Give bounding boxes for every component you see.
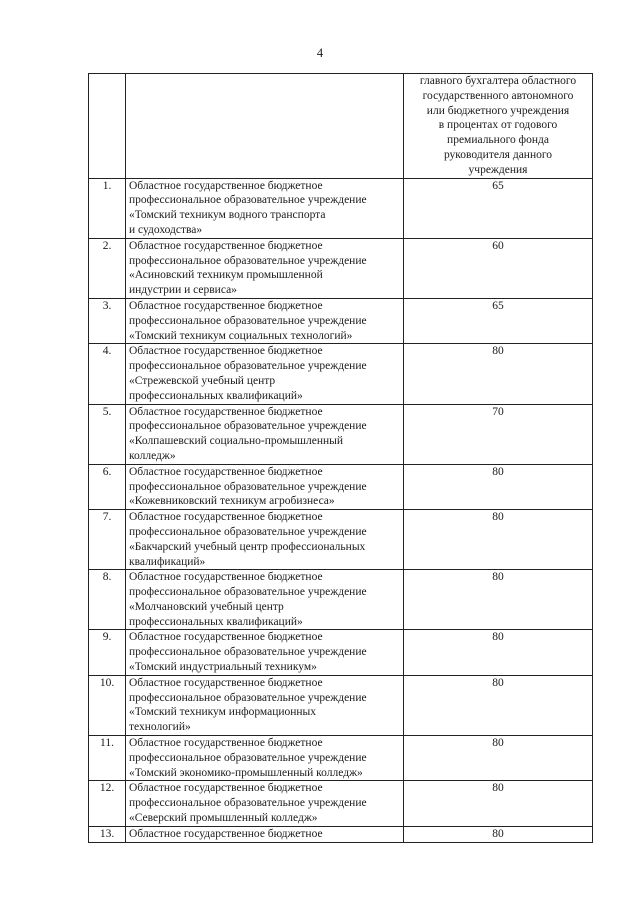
- institution-name-line: «Стрежевской учебный центр: [129, 374, 276, 387]
- institution-name-line: профессиональное образовательное учреждение: [129, 646, 367, 659]
- table-row: [89, 464, 593, 509]
- header-line: главного бухгалтера областного: [419, 75, 577, 87]
- row-number: 11.: [89, 736, 126, 781]
- institution-name-line: профессиональное образовательное учреждение: [129, 254, 367, 267]
- institution-name-line: Областное государственное бюджетное: [129, 179, 323, 192]
- institution-name-line: «Томский техникум водного транспорта: [129, 209, 326, 222]
- institution-name: [126, 238, 404, 298]
- percentage-value: 65: [404, 298, 593, 343]
- header-num-cell: [89, 74, 126, 179]
- institution-name-line: Областное государственное бюджетное: [129, 345, 323, 358]
- header-line: или бюджетного учреждения: [426, 104, 570, 117]
- institution-name-line: профессиональное образовательное учреждение: [129, 360, 367, 373]
- table-header-row: [89, 74, 593, 179]
- institution-name-line: профессиональное образовательное учреждение: [129, 420, 367, 433]
- institution-name-line: профессиональных квалификаций»: [129, 615, 303, 628]
- row-number: 4.: [89, 344, 126, 404]
- row-number: 3.: [89, 298, 126, 343]
- institution-name-line: «Томский техникум социальных технологий»: [129, 329, 353, 342]
- institution-name-line: колледж»: [129, 449, 176, 462]
- institution-name: [126, 344, 404, 404]
- percentage-value: 80: [404, 630, 593, 675]
- institution-name-line: Областное государственное бюджетное: [129, 299, 323, 312]
- institution-name: [126, 510, 404, 570]
- institution-name-line: квалификаций»: [129, 555, 206, 568]
- header-line: государственного автономного: [422, 89, 574, 102]
- institution-name: [126, 781, 404, 826]
- percentage-value: 80: [404, 344, 593, 404]
- row-number: 13.: [89, 826, 126, 842]
- table-row: [89, 404, 593, 464]
- institution-name-line: профессиональное образовательное учреждение: [129, 480, 367, 493]
- institution-name-line: Областное государственное бюджетное: [129, 827, 323, 840]
- table-row: [89, 675, 593, 735]
- institution-name-line: «Колпашевский социально-промышленный: [129, 435, 344, 448]
- institution-name-line: Областное государственное бюджетное: [129, 465, 323, 478]
- table-row: [89, 178, 593, 238]
- institution-name: [126, 675, 404, 735]
- percentage-value: 80: [404, 464, 593, 509]
- row-number: 12.: [89, 781, 126, 826]
- institution-name-line: профессиональное образовательное учреждение: [129, 586, 367, 599]
- institution-name: [126, 464, 404, 509]
- percentage-value: 80: [404, 826, 593, 842]
- institutions-table: [88, 73, 593, 843]
- institution-name: [126, 298, 404, 343]
- percentage-value: 80: [404, 570, 593, 630]
- table-body: [89, 74, 593, 843]
- header-line: в процентах от годового: [438, 119, 558, 132]
- row-number: 10.: [89, 675, 126, 735]
- institution-name-line: Областное государственное бюджетное: [129, 631, 323, 644]
- percentage-value: 80: [404, 736, 593, 781]
- page-number: 4: [316, 46, 324, 60]
- percentage-value: 70: [404, 404, 593, 464]
- row-number: 9.: [89, 630, 126, 675]
- table-row: [89, 510, 593, 570]
- header-line: премиального фонда: [447, 134, 549, 147]
- table-row: [89, 344, 593, 404]
- institution-name-line: профессиональное образовательное учреждение: [129, 797, 367, 810]
- header-name-cell: [126, 74, 404, 179]
- institution-name-line: Областное государственное бюджетное: [129, 239, 323, 252]
- institution-name-line: Областное государственное бюджетное: [129, 511, 323, 524]
- header-value-cell: [404, 74, 593, 179]
- percentage-value: 80: [404, 781, 593, 826]
- row-number: 1.: [89, 178, 126, 238]
- institution-name: [126, 630, 404, 675]
- percentage-value: 60: [404, 238, 593, 298]
- institution-name-line: «Молчановский учебный центр: [129, 600, 284, 613]
- institution-name-line: «Томский техникум информационных: [129, 706, 317, 719]
- table-row: [89, 736, 593, 781]
- institution-name-line: индустрии и сервиса»: [129, 284, 237, 297]
- institution-name-line: профессиональное образовательное учреждение: [129, 314, 367, 327]
- institution-name: [126, 404, 404, 464]
- percentage-value: 80: [404, 510, 593, 570]
- institution-name-line: «Томский индустриальный техникум»: [129, 661, 317, 674]
- table-row: [89, 630, 593, 675]
- institution-name-line: Областное государственное бюджетное: [129, 405, 323, 418]
- table-row: [89, 570, 593, 630]
- institution-name-line: «Томский экономико-промышленный колледж»: [129, 766, 363, 779]
- header-line: руководителя данного: [443, 148, 553, 161]
- institution-name-line: технологий»: [129, 721, 191, 734]
- institution-name-line: «Кожевниковский техникум агробизнеса»: [129, 495, 335, 508]
- table-row: [89, 826, 593, 842]
- table-row: [89, 781, 593, 826]
- institution-name-line: профессиональное образовательное учреждение: [129, 691, 367, 704]
- institution-name-line: «Бакчарский учебный центр профессиональных: [129, 540, 366, 553]
- institution-name-line: профессиональных квалификаций»: [129, 389, 303, 402]
- institution-name: [126, 178, 404, 238]
- institution-name: [126, 736, 404, 781]
- institution-name: [126, 826, 404, 842]
- row-number: 7.: [89, 510, 126, 570]
- row-number: 6.: [89, 464, 126, 509]
- percentage-value: 80: [404, 675, 593, 735]
- institution-name-line: Областное государственное бюджетное: [129, 571, 323, 584]
- institution-name-line: Областное государственное бюджетное: [129, 782, 323, 795]
- institution-name-line: профессиональное образовательное учреждение: [129, 751, 367, 764]
- table-row: [89, 238, 593, 298]
- row-number: 5.: [89, 404, 126, 464]
- institution-name: [126, 570, 404, 630]
- percentage-value: 65: [404, 178, 593, 238]
- table-row: [89, 298, 593, 343]
- row-number: 8.: [89, 570, 126, 630]
- institution-name-line: «Асиновский техникум промышленной: [129, 269, 323, 282]
- institution-name-line: профессиональное образовательное учреждение: [129, 525, 367, 538]
- institution-name-line: и судоходства»: [129, 223, 203, 236]
- institution-name-line: Областное государственное бюджетное: [129, 737, 323, 750]
- header-line: учреждения: [468, 163, 528, 176]
- row-number: 2.: [89, 238, 126, 298]
- institution-name-line: Областное государственное бюджетное: [129, 676, 323, 689]
- institution-name-line: профессиональное образовательное учреждение: [129, 194, 367, 207]
- institution-name-line: «Северский промышленный колледж»: [129, 812, 318, 825]
